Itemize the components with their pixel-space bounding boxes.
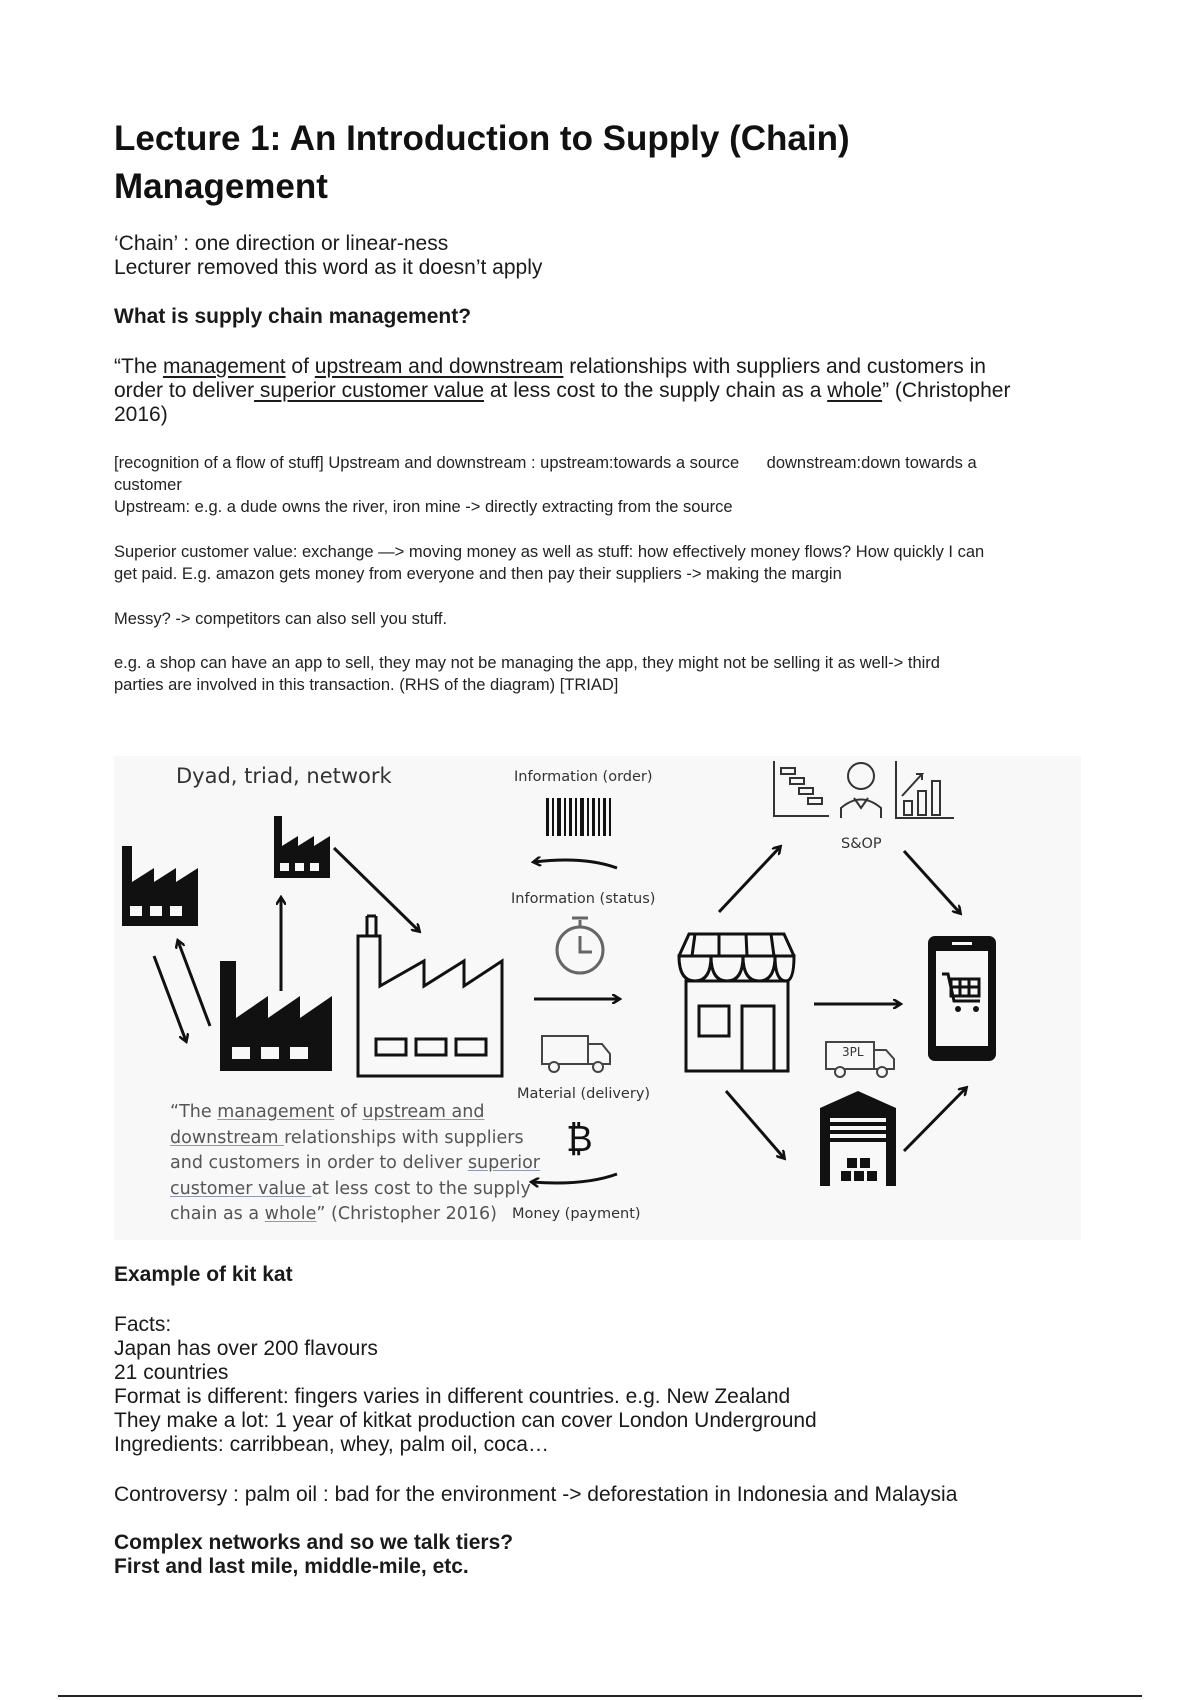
flow-arrow	[534, 860, 617, 868]
page-title: Lecture 1: An Introduction to Supply (Chain) Management	[114, 119, 850, 206]
stopwatch-icon	[557, 918, 603, 973]
factory-icon	[122, 846, 198, 926]
flow-arrow	[726, 1091, 784, 1158]
note-upstream-downstream: [recognition of a flow of stuff] Upstream and downstream : upstream:towards a source downstream:down towards a customer Upstream: e.g. a dude owns the river, iron mine -> directly extracting from the source	[114, 454, 977, 516]
factory-icon	[220, 961, 332, 1071]
chain-note-line: Lecturer removed this word as it doesn’t apply	[114, 256, 543, 279]
bar-chart-icon	[896, 761, 954, 818]
flow-arrow	[154, 956, 186, 1041]
note-messy: Messy? -> competitors can also sell you stuff.	[114, 610, 448, 628]
label-material-delivery: Material (delivery)	[517, 1086, 651, 1102]
diagram-quote: “The management of upstream and downstream relationships with suppliers and customers in order to deliver superior customer value at less cost to the supply chain as a whole” (Christopher 2016)	[170, 1102, 540, 1224]
flow-arrow	[904, 1088, 966, 1151]
label-3pl: 3PL	[842, 1045, 864, 1059]
flow-arrow	[719, 847, 780, 912]
warehouse-icon	[820, 1091, 896, 1186]
note-triad: e.g. a shop can have an app to sell, they may not be managing the app, they might not be selling it as well-> third parties are involved in this transaction. (RHS of the diagram) [TRIAD]	[114, 654, 940, 694]
smartphone-cart-icon	[928, 936, 996, 1061]
flow-arrow	[904, 851, 960, 913]
scm-definition-quote: “The management of upstream and downstream relationships with suppliers and customers in order to deliver superior customer value at less cost to the supply chain as a whole” (Christopher 2016)	[114, 355, 1011, 426]
label-information-order: Information (order)	[514, 769, 653, 785]
note-customer-value: Superior customer value: exchange —> moving money as well as stuff: how effectively money flows? How quickly I can get paid. E.g. amazon gets money from everyone and then pay their suppliers -> making the margin	[114, 543, 985, 583]
controversy-note: Controversy : palm oil : bad for the environment -> deforestation in Indonesia and Malaysia	[114, 1483, 958, 1506]
heading-kitkat: Example of kit kat	[114, 1263, 293, 1286]
chain-note-line: ‘Chain’ : one direction or linear-ness	[114, 232, 449, 255]
label-sop: S&OP	[841, 836, 882, 852]
factory-icon	[358, 916, 502, 1076]
closing-headings: Complex networks and so we talk tiers? First and last mile, middle-mile, etc.	[114, 1531, 514, 1578]
person-icon	[841, 763, 881, 818]
bitcoin-icon: ₿	[566, 1119, 593, 1160]
flow-arrow	[178, 941, 210, 1026]
diagram-title: Dyad, triad, network	[176, 764, 392, 788]
factory-icon	[274, 816, 330, 878]
chain-note	[114, 232, 1114, 280]
label-money-payment: Money (payment)	[512, 1206, 641, 1222]
heading-what-is-scm: What is supply chain management?	[114, 305, 472, 328]
truck-icon	[542, 1036, 610, 1072]
gantt-chart-icon	[774, 761, 829, 816]
barcode-icon	[546, 798, 611, 836]
label-information-status: Information (status)	[511, 891, 656, 907]
shop-icon	[679, 934, 794, 1071]
kitkat-facts: Facts: Japan has over 200 flavours 21 countries Format is different: fingers varies in different countries. e.g. New Zealand They make a lot: 1 year of kitkat production can cover London Underground Ingredients: carribbean, whey, palm oil, coca…	[114, 1313, 817, 1456]
supply-chain-diagram	[114, 756, 1081, 1240]
footer-rule	[58, 1695, 1142, 1697]
